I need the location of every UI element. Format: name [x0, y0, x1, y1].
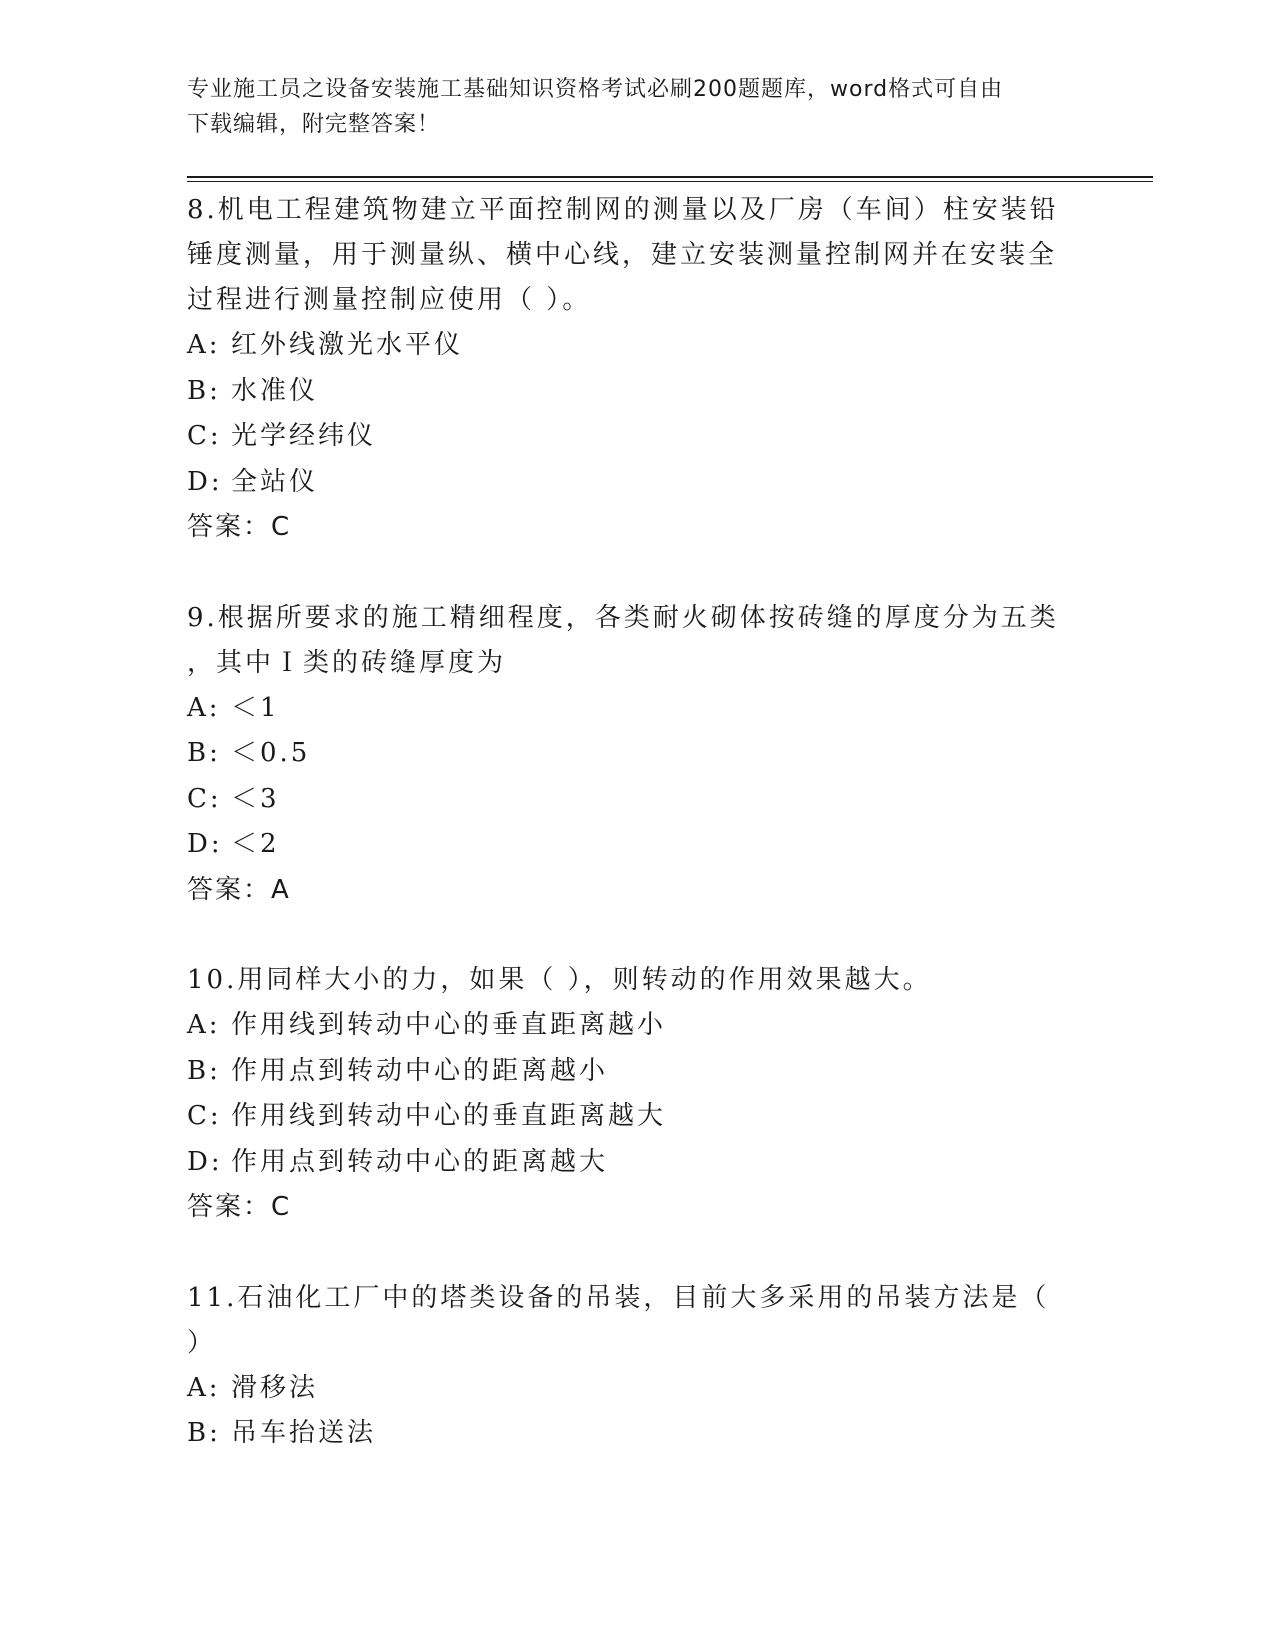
- option-letter: C:: [187, 1101, 222, 1131]
- spacer: [187, 1231, 1067, 1276]
- option-b: [187, 369, 1067, 415]
- option-c: [187, 777, 1067, 823]
- option-c: [187, 414, 1067, 460]
- option-a: [187, 1366, 1067, 1412]
- question-text-line: ）: [187, 1327, 217, 1358]
- option-letter: B:: [187, 1055, 221, 1086]
- option-letter: D:: [187, 466, 223, 497]
- option-c: [187, 1094, 1067, 1140]
- question-text-line: 过程进行测量控制应使用（ ）。: [187, 285, 592, 315]
- option-b: [187, 1049, 1067, 1095]
- option-text: 吊车抬送法: [231, 1418, 377, 1448]
- option-a: [187, 323, 1067, 369]
- option-text: 作用点到转动中心的距离越小: [231, 1055, 609, 1086]
- option-text: 作用线到转动中心的垂直距离越大: [231, 1101, 667, 1131]
- option-letter: B:: [187, 375, 221, 406]
- header-rule-thick: [187, 176, 1153, 178]
- option-b: [187, 1411, 1067, 1457]
- option-letter: A:: [187, 1372, 221, 1403]
- option-letter: D:: [187, 829, 223, 859]
- header-line-1: 专业施工员之设备安装施工基础知识资格考试必刷200题题库，word格式可自由: [187, 77, 1004, 102]
- option-a: [187, 686, 1067, 732]
- question-text-line: 8.机电工程建筑物建立平面控制网的测量以及厂房（车间）柱安装铅: [187, 195, 1059, 225]
- option-letter: A:: [187, 330, 221, 360]
- answer-line: 答案：C: [187, 512, 292, 542]
- option-letter: C:: [187, 421, 222, 451]
- option-d: [187, 822, 1067, 868]
- question-text-line: 11.石油化工厂中的塔类设备的吊装，目前大多采用的吊装方法是（: [187, 1282, 1050, 1313]
- option-text: ＜0.5: [231, 738, 311, 768]
- question-9: [187, 596, 1067, 914]
- option-text: ＜3: [231, 783, 280, 814]
- option-letter: B:: [187, 1418, 221, 1448]
- option-text: 滑移法: [231, 1372, 319, 1403]
- header-line-2: 下载编辑，附完整答案！: [187, 112, 441, 137]
- question-text-line: 锤度测量，用于测量纵、横中心线，建立安装测量控制网并在安装全: [187, 240, 1058, 270]
- answer-line: 答案：C: [187, 1192, 292, 1222]
- option-a: [187, 1003, 1067, 1049]
- option-text: ＜2: [231, 829, 280, 859]
- document-header: [187, 72, 1067, 142]
- option-text: 水准仪: [231, 375, 319, 406]
- question-10: [187, 958, 1067, 1231]
- option-text: 光学经纬仪: [231, 421, 377, 451]
- option-text: 作用线到转动中心的垂直距离越小: [231, 1010, 667, 1040]
- question-8: [187, 188, 1067, 551]
- answer-line: 答案：A: [187, 874, 291, 905]
- option-letter: A:: [187, 1010, 221, 1040]
- option-text: 全站仪: [231, 466, 319, 497]
- option-d: [187, 460, 1067, 506]
- question-11: [187, 1276, 1067, 1457]
- option-letter: B:: [187, 738, 221, 768]
- spacer: [187, 551, 1067, 596]
- option-letter: A:: [187, 692, 221, 723]
- question-text-line: ，其中Ｉ类的砖缝厚度为: [187, 647, 507, 678]
- option-b: [187, 731, 1067, 777]
- question-text-line: 10.用同样大小的力，如果（ ），则转动的作用效果越大。: [187, 965, 932, 995]
- option-text: ＜1: [231, 692, 280, 723]
- question-text-line: 9.根据所要求的施工精细程度，各类耐火砌体按砖缝的厚度分为五类: [187, 602, 1059, 633]
- question-list: [187, 188, 1067, 1457]
- header-rule-thin: [187, 181, 1153, 182]
- option-letter: C:: [187, 783, 222, 814]
- option-text: 作用点到转动中心的距离越大: [231, 1146, 609, 1177]
- option-letter: D:: [187, 1146, 223, 1177]
- option-d: [187, 1140, 1067, 1186]
- spacer: [187, 913, 1067, 958]
- option-text: 红外线激光水平仪: [231, 330, 464, 360]
